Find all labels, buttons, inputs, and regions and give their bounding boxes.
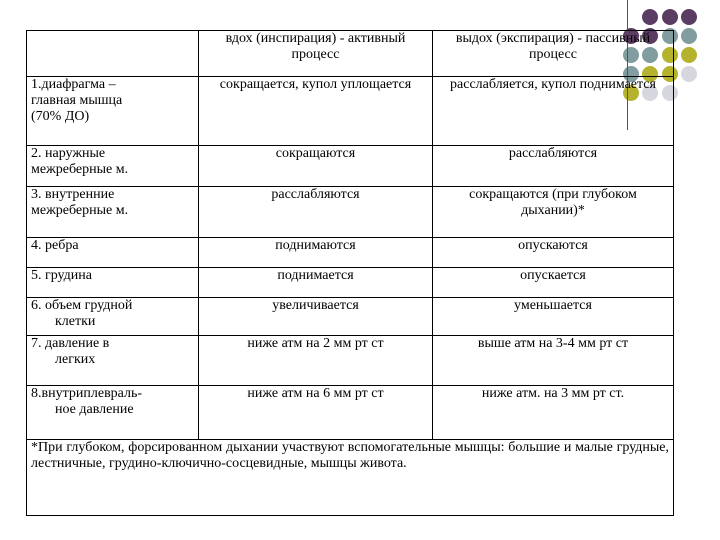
- breathing-table: [26, 30, 674, 516]
- row-label: [27, 298, 199, 336]
- inhale-cell: сокращается, купол уплощается: [199, 77, 433, 146]
- exhale-cell: опускаются: [433, 238, 674, 268]
- row-label-line: 8.внутриплевраль-: [31, 386, 143, 401]
- header-empty-cell: [27, 31, 199, 77]
- table-row: [27, 386, 674, 440]
- table-row: [27, 336, 674, 386]
- row-label-line: 6. объем грудной: [31, 298, 133, 313]
- table-row: [27, 187, 674, 238]
- row-label-line: межреберные м.: [31, 162, 129, 177]
- table-row: [27, 238, 674, 268]
- table-row: [27, 298, 674, 336]
- row-label: [27, 336, 199, 386]
- inhale-cell: увеличивается: [199, 298, 433, 336]
- row-label-line: 2. наружные: [31, 146, 106, 161]
- row-label-line: (70% ДО): [31, 109, 90, 124]
- decorative-dot: [662, 9, 678, 25]
- inhale-cell: ниже атм на 6 мм рт ст: [199, 386, 433, 440]
- decorative-dot: [642, 9, 658, 25]
- row-label-line: главная мышца: [31, 93, 123, 108]
- inhale-cell: расслабляются: [199, 187, 433, 238]
- exhale-cell: выше атм на 3-4 мм рт ст: [433, 336, 674, 386]
- inhale-cell: поднимаются: [199, 238, 433, 268]
- table-row: [27, 146, 674, 187]
- table-row: [27, 268, 674, 298]
- header-exhale: выдох (экспирация) - пассивный процесс: [433, 31, 674, 77]
- row-label: [27, 146, 199, 187]
- exhale-cell: расслабляется, купол поднимается: [433, 77, 674, 146]
- row-label: [27, 187, 199, 238]
- row-label: [27, 386, 199, 440]
- exhale-cell: расслабляются: [433, 146, 674, 187]
- row-label: 5. грудина: [27, 268, 199, 298]
- row-label: 4. ребра: [27, 238, 199, 268]
- inhale-cell: поднимается: [199, 268, 433, 298]
- header-inhale: вдох (инспирация) - активный процесс: [199, 31, 433, 77]
- table-header-row: [27, 31, 674, 77]
- decorative-dot: [681, 66, 697, 82]
- decorative-dot: [681, 9, 697, 25]
- decorative-dot: [681, 47, 697, 63]
- row-label-line: 7. давление в: [31, 336, 110, 351]
- row-label-line: межреберные м.: [31, 203, 129, 218]
- decorative-dot: [681, 28, 697, 44]
- exhale-cell: опускается: [433, 268, 674, 298]
- inhale-cell: ниже атм на 2 мм рт ст: [199, 336, 433, 386]
- exhale-cell: уменьшается: [433, 298, 674, 336]
- row-label: [27, 77, 199, 146]
- exhale-cell: ниже атм. на 3 мм рт ст.: [433, 386, 674, 440]
- row-label-line: легких: [55, 352, 96, 367]
- footnote-row: [27, 440, 674, 516]
- table-row: [27, 77, 674, 146]
- row-label-line: 1.диафрагма –: [31, 77, 116, 92]
- footnote: *При глубоком, форсированном дыхании участвуют вспомогательные мышцы: большие и малые грудные, лестничные, грудино-ключично-сосцевидные, мышцы живота.: [27, 440, 674, 516]
- row-label-line: ное давление: [55, 402, 134, 417]
- row-label-line: 3. внутренние: [31, 187, 115, 202]
- inhale-cell: сокращаются: [199, 146, 433, 187]
- row-label-line: клетки: [55, 314, 96, 329]
- exhale-cell: сокращаются (при глубоком дыхании)*: [433, 187, 674, 238]
